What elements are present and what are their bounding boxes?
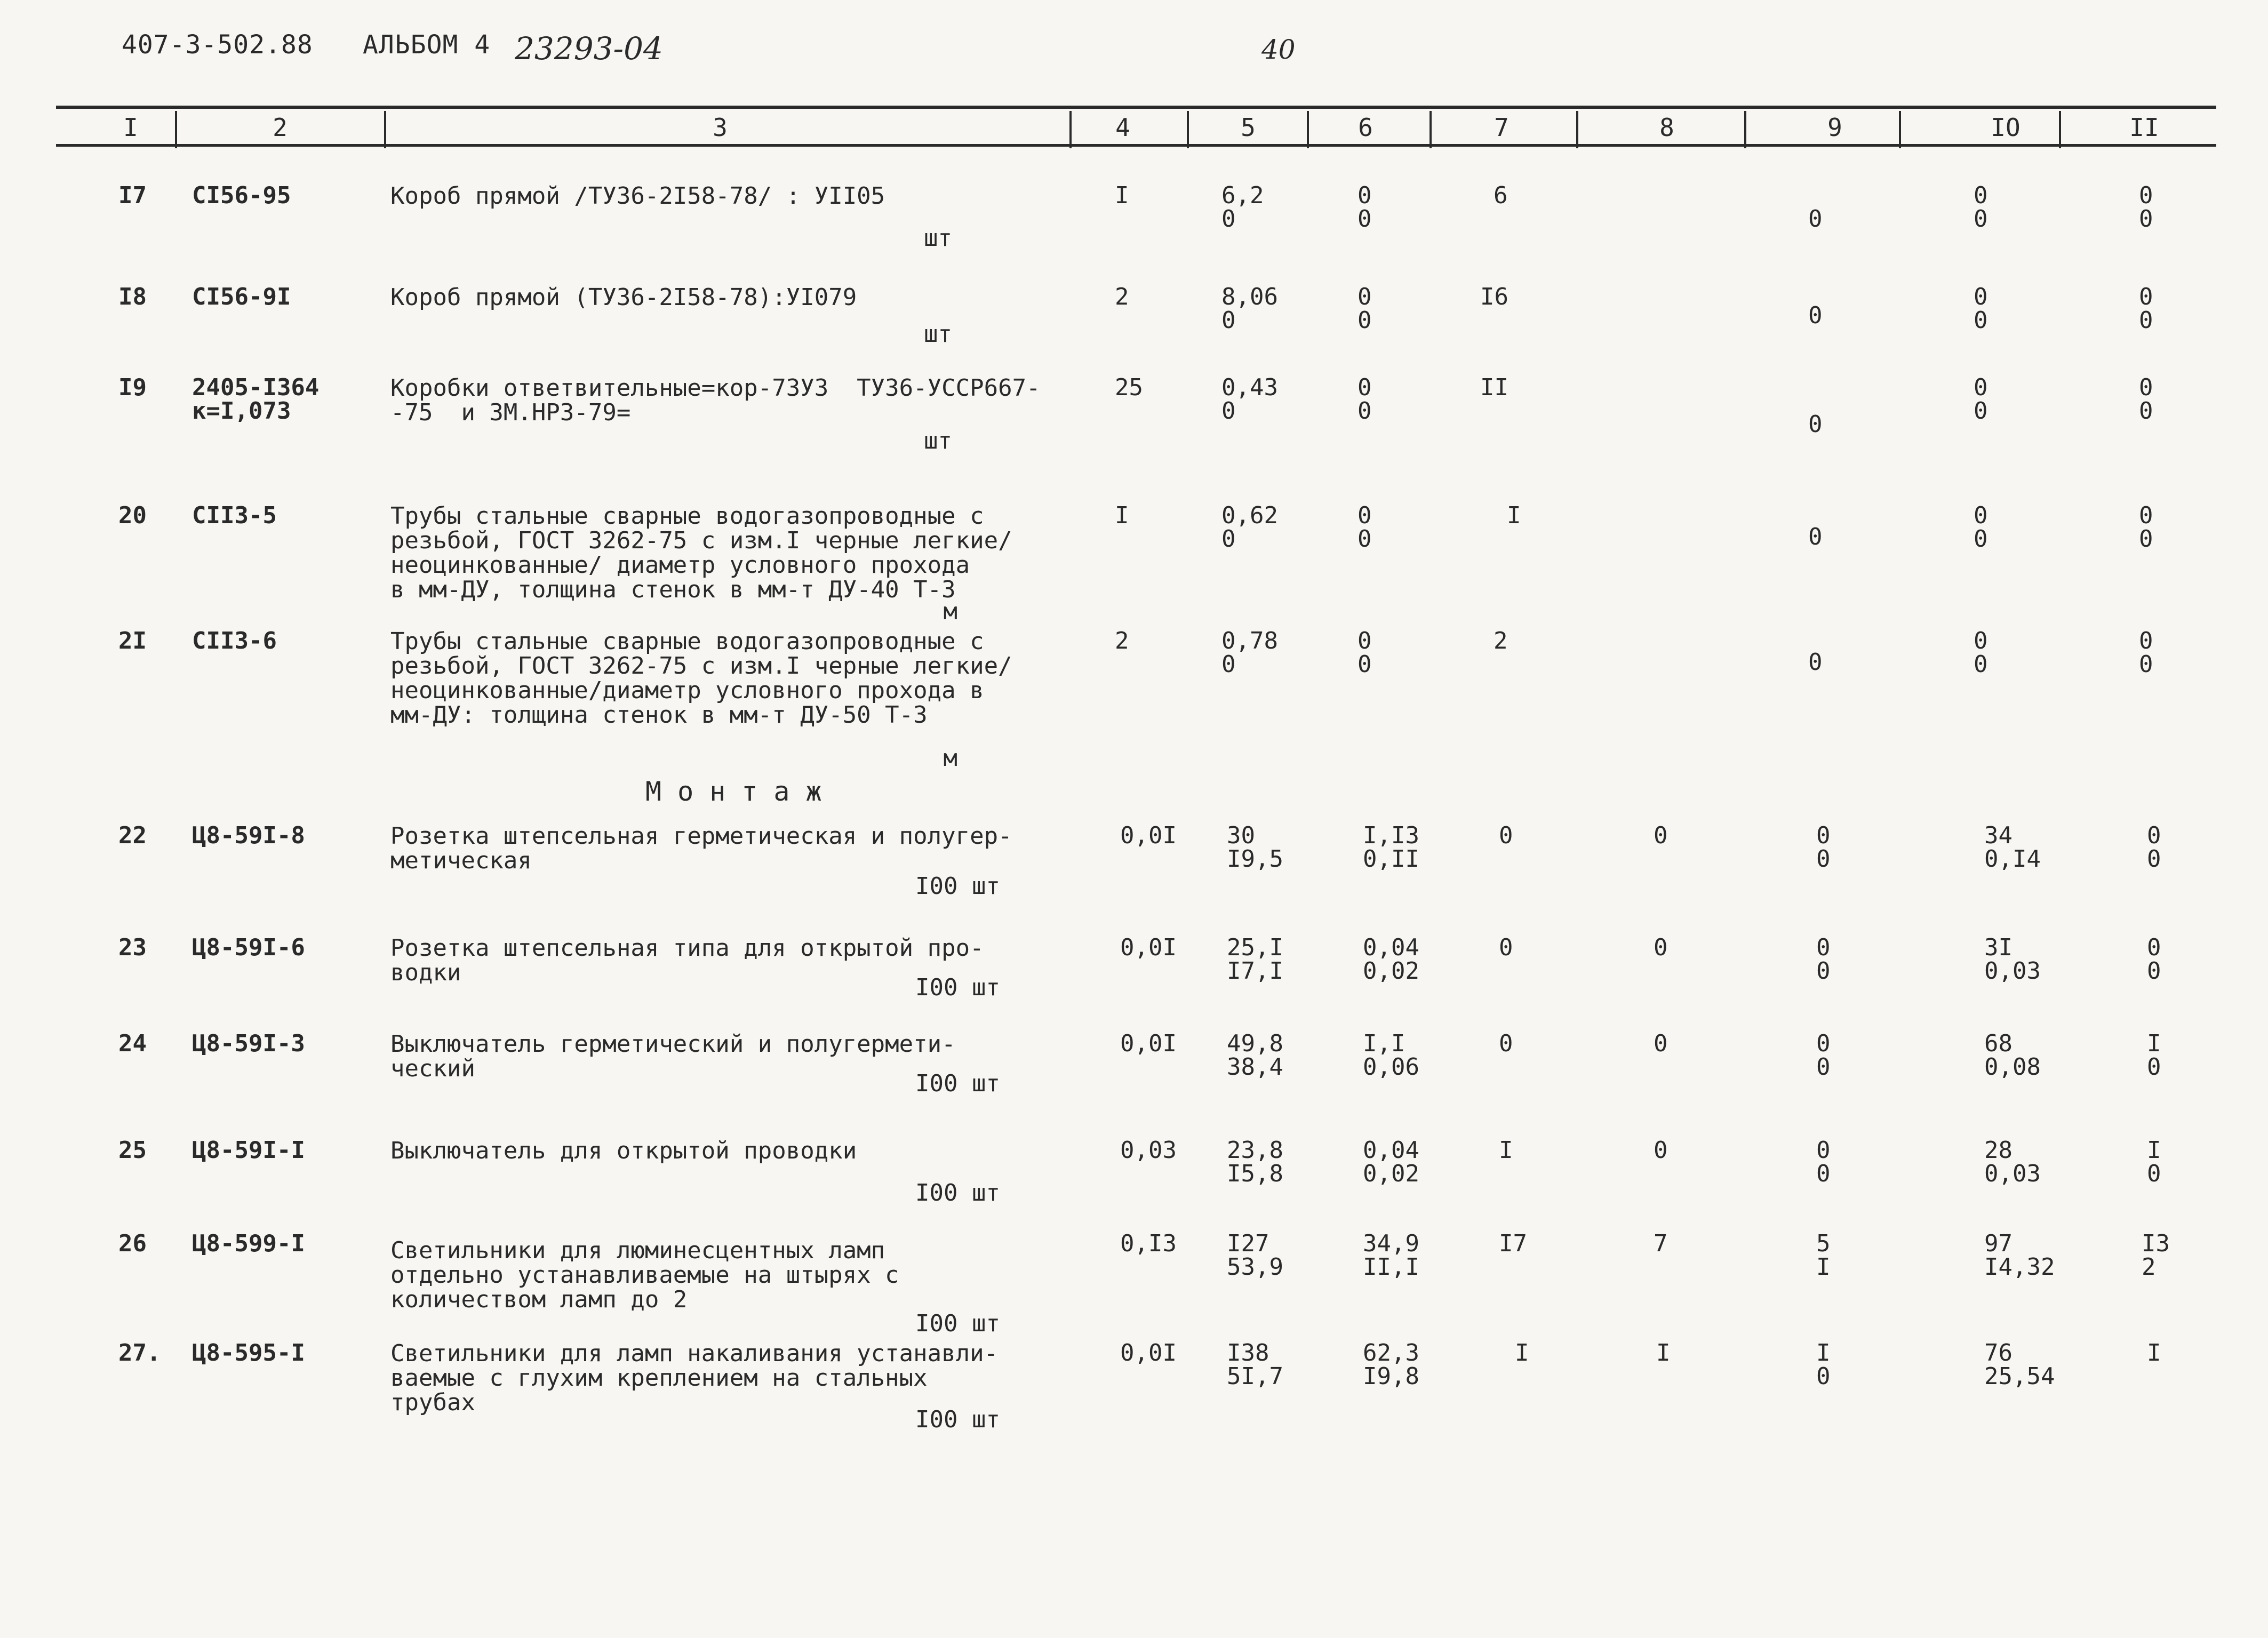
- col6-value: I,I 0,06: [1363, 1030, 1419, 1081]
- col8-value: 0: [1654, 1137, 1668, 1164]
- col11-value: 0 0: [2139, 283, 2153, 334]
- col5-value: 49,8 38,4: [1227, 1030, 1283, 1081]
- column-header-1: I: [123, 113, 138, 142]
- col10-value: 28 0,03: [1984, 1137, 2041, 1187]
- col7-value: I6: [1480, 283, 1508, 310]
- col11-value: 0 0: [2139, 182, 2153, 233]
- item-description: Выключатель для открытой проводки: [390, 1137, 857, 1164]
- item-unit: шт: [924, 321, 952, 348]
- item-unit: I00 шт: [915, 1070, 1000, 1097]
- col7-value: I: [1507, 502, 1521, 529]
- col9-value: 0: [1808, 523, 1823, 550]
- col10-value: 3I 0,03: [1984, 934, 2041, 985]
- column-separator: [384, 111, 386, 148]
- col8-value: 0: [1654, 822, 1668, 849]
- col9-value: 0 0: [1816, 1030, 1831, 1081]
- col7-value: II: [1480, 374, 1508, 401]
- col4-value: 0,0I: [1120, 1030, 1177, 1057]
- col4-value: 0,03: [1120, 1137, 1177, 1164]
- item-description: Выключатель герметический и полугермети- ческий: [390, 1030, 956, 1082]
- col11-value: I 0: [2147, 1137, 2161, 1187]
- col4-value: I: [1115, 182, 1129, 209]
- column-separator: [1576, 111, 1578, 148]
- col6-value: 34,9 II,I: [1363, 1230, 1419, 1281]
- col10-value: 34 0,I4: [1984, 822, 2041, 873]
- col4-value: 0,0I: [1120, 1339, 1177, 1367]
- item-code: Ц8-59I-I: [192, 1137, 305, 1164]
- col9-value: 0: [1808, 205, 1823, 233]
- col5-value: 0,78 0: [1221, 627, 1278, 678]
- col11-value: I 0: [2147, 1030, 2161, 1081]
- item-description: Коробки ответвительные=кор-73У3 ТУ36-УССР667- -75 и ЗМ.НРЗ-79=: [390, 374, 1041, 426]
- column-separator: [1187, 111, 1189, 148]
- col5-value: 0,43 0: [1221, 374, 1278, 425]
- col5-value: I27 53,9: [1227, 1230, 1283, 1281]
- col8-value: I: [1656, 1339, 1671, 1367]
- album-label: АЛЬБОМ 4: [363, 30, 491, 60]
- column-header-11: II: [2129, 113, 2159, 142]
- col8-value: 0: [1654, 934, 1668, 961]
- col9-value: I 0: [1816, 1339, 1831, 1390]
- col4-value: I: [1115, 502, 1129, 529]
- item-description: Светильники для ламп накаливания устанавли- ваемые с глухим креплением на стальных трубах: [390, 1340, 999, 1416]
- item-unit: I00 шт: [915, 974, 1000, 1001]
- col9-value: 0 0: [1816, 934, 1831, 985]
- column-header-5: 5: [1241, 113, 1256, 142]
- column-separator: [1744, 111, 1746, 148]
- col6-value: 0,04 0,02: [1363, 1137, 1419, 1187]
- header-rule-bottom: [56, 144, 2216, 147]
- column-header-2: 2: [273, 113, 288, 142]
- column-separator: [2059, 111, 2061, 148]
- item-code: Ц8-595-I: [192, 1339, 305, 1367]
- col5-value: I38 5I,7: [1227, 1339, 1283, 1390]
- col5-value: 0,62 0: [1221, 502, 1278, 553]
- row-number: 20: [118, 502, 147, 529]
- col6-value: 0 0: [1357, 374, 1372, 425]
- col8-value: 0: [1654, 1030, 1668, 1057]
- item-unit: м: [943, 745, 957, 772]
- row-number: 22: [118, 822, 147, 849]
- col11-value: 0 0: [2139, 627, 2153, 678]
- col7-value: 6: [1494, 182, 1508, 209]
- row-number: 2I: [118, 627, 147, 654]
- col7-value: 0: [1499, 934, 1513, 961]
- col9-value: 0: [1808, 411, 1823, 438]
- header-rule-top: [56, 106, 2216, 109]
- item-code: 2405-I364 к=I,073: [192, 374, 320, 425]
- item-code: Ц8-59I-6: [192, 934, 305, 961]
- col10-value: 0 0: [1974, 502, 1988, 553]
- col6-value: 0 0: [1357, 182, 1372, 233]
- col4-value: 25: [1115, 374, 1143, 401]
- col9-value: 0: [1808, 302, 1823, 329]
- col6-value: 0 0: [1357, 627, 1372, 678]
- col10-value: 0 0: [1974, 374, 1988, 425]
- column-separator: [1899, 111, 1901, 148]
- section-title: Монтаж: [645, 776, 838, 807]
- col4-value: 0,0I: [1120, 822, 1177, 849]
- item-unit: I00 шт: [915, 873, 1000, 900]
- col7-value: 0: [1499, 1030, 1513, 1057]
- column-header-3: 3: [713, 113, 728, 142]
- row-number: I8: [118, 283, 147, 310]
- column-separator: [1069, 111, 1072, 148]
- row-number: 26: [118, 1230, 147, 1257]
- col9-value: 0: [1808, 649, 1823, 676]
- col10-value: 0 0: [1974, 283, 1988, 334]
- col5-value: 8,06 0: [1221, 283, 1278, 334]
- col9-value: 0 0: [1816, 1137, 1831, 1187]
- col11-value: I: [2147, 1339, 2161, 1367]
- item-code: CI56-9I: [192, 283, 291, 310]
- item-unit: шт: [924, 225, 952, 252]
- item-description: Розетка штепсельная герметическая и полугер- метическая: [390, 822, 1012, 874]
- col10-value: 0 0: [1974, 627, 1988, 678]
- item-unit: м: [943, 598, 957, 625]
- col5-value: 6,2 0: [1221, 182, 1264, 233]
- col4-value: 2: [1115, 283, 1129, 310]
- column-header-9: 9: [1827, 113, 1842, 142]
- col9-value: 5 I: [1816, 1230, 1831, 1281]
- col7-value: 2: [1494, 627, 1508, 654]
- col8-value: 7: [1654, 1230, 1668, 1257]
- col10-value: 97 I4,32: [1984, 1230, 2055, 1281]
- col7-value: 0: [1499, 822, 1513, 849]
- row-number: 25: [118, 1137, 147, 1164]
- row-number: 23: [118, 934, 147, 961]
- col6-value: 0,04 0,02: [1363, 934, 1419, 985]
- column-header-8: 8: [1659, 113, 1674, 142]
- col6-value: 0 0: [1357, 502, 1372, 553]
- col11-value: 0 0: [2147, 822, 2161, 873]
- item-unit: I00 шт: [915, 1310, 1000, 1337]
- col11-value: 0 0: [2139, 502, 2153, 553]
- col5-value: 23,8 I5,8: [1227, 1137, 1283, 1187]
- col6-value: I,I3 0,II: [1363, 822, 1419, 873]
- col4-value: 0,0I: [1120, 934, 1177, 961]
- col5-value: 30 I9,5: [1227, 822, 1283, 873]
- item-unit: I00 шт: [915, 1406, 1000, 1433]
- column-separator: [175, 111, 177, 148]
- row-number: I7: [118, 182, 147, 209]
- col9-value: 0 0: [1816, 822, 1831, 873]
- col11-value: 0 0: [2139, 374, 2153, 425]
- album-number: 23293-04: [515, 30, 663, 67]
- item-code: Ц8-599-I: [192, 1230, 305, 1257]
- col7-value: I: [1499, 1137, 1513, 1164]
- item-description: Трубы стальные сварные водогазопроводные с резьбой, ГОСТ 3262-75 с изм.I черные легкие/ неоцинкованные/диаметр условного прохода в мм-ДУ: толщина стенок в мм-т ДУ-50 Т-3: [390, 628, 1012, 729]
- column-separator: [1430, 111, 1432, 148]
- item-description: Розетка штепсельная типа для открытой про- водки: [390, 934, 984, 986]
- col4-value: 0,I3: [1120, 1230, 1177, 1257]
- column-header-7: 7: [1494, 113, 1509, 142]
- item-code: Ц8-59I-8: [192, 822, 305, 849]
- col11-value: 0 0: [2147, 934, 2161, 985]
- item-unit: I00 шт: [915, 1179, 1000, 1206]
- col6-value: 0 0: [1357, 283, 1372, 334]
- col10-value: 76 25,54: [1984, 1339, 2055, 1390]
- item-code: CII3-5: [192, 502, 277, 529]
- col6-value: 62,3 I9,8: [1363, 1339, 1419, 1390]
- item-code: CI56-95: [192, 182, 291, 209]
- col5-value: 25,I I7,I: [1227, 934, 1283, 985]
- item-code: CII3-6: [192, 627, 277, 654]
- column-header-10: IO: [1991, 113, 2021, 142]
- column-header-6: 6: [1358, 113, 1373, 142]
- item-description: Трубы стальные сварные водогазопроводные с резьбой, ГОСТ 3262-75 с изм.I черные легкие/ неоцинкованные/ диаметр условного прохода в мм-ДУ, толщина стенок в мм-т ДУ-40 Т-3: [390, 502, 1012, 603]
- col7-value: I: [1515, 1339, 1529, 1367]
- column-header-4: 4: [1115, 113, 1130, 142]
- col11-value: I3 2: [2142, 1230, 2170, 1281]
- col10-value: 0 0: [1974, 182, 1988, 233]
- row-number: 27.: [118, 1339, 161, 1367]
- column-separator: [1307, 111, 1309, 148]
- item-description: Короб прямой /ТУ36-2I58-78/ : УII05: [390, 182, 885, 210]
- page-number: 40: [1261, 34, 1296, 65]
- item-description: Светильники для люминесцентных ламп отдельно устанавливаемые на штырях с количеством ламп до 2: [390, 1237, 899, 1313]
- item-description: Короб прямой (ТУ36-2I58-78):УI079: [390, 284, 857, 311]
- document-code: 407-3-502.88: [122, 30, 313, 60]
- item-code: Ц8-59I-3: [192, 1030, 305, 1057]
- col7-value: I7: [1499, 1230, 1527, 1257]
- col4-value: 2: [1115, 627, 1129, 654]
- col10-value: 68 0,08: [1984, 1030, 2041, 1081]
- item-unit: шт: [924, 427, 952, 454]
- row-number: I9: [118, 374, 147, 401]
- row-number: 24: [118, 1030, 147, 1057]
